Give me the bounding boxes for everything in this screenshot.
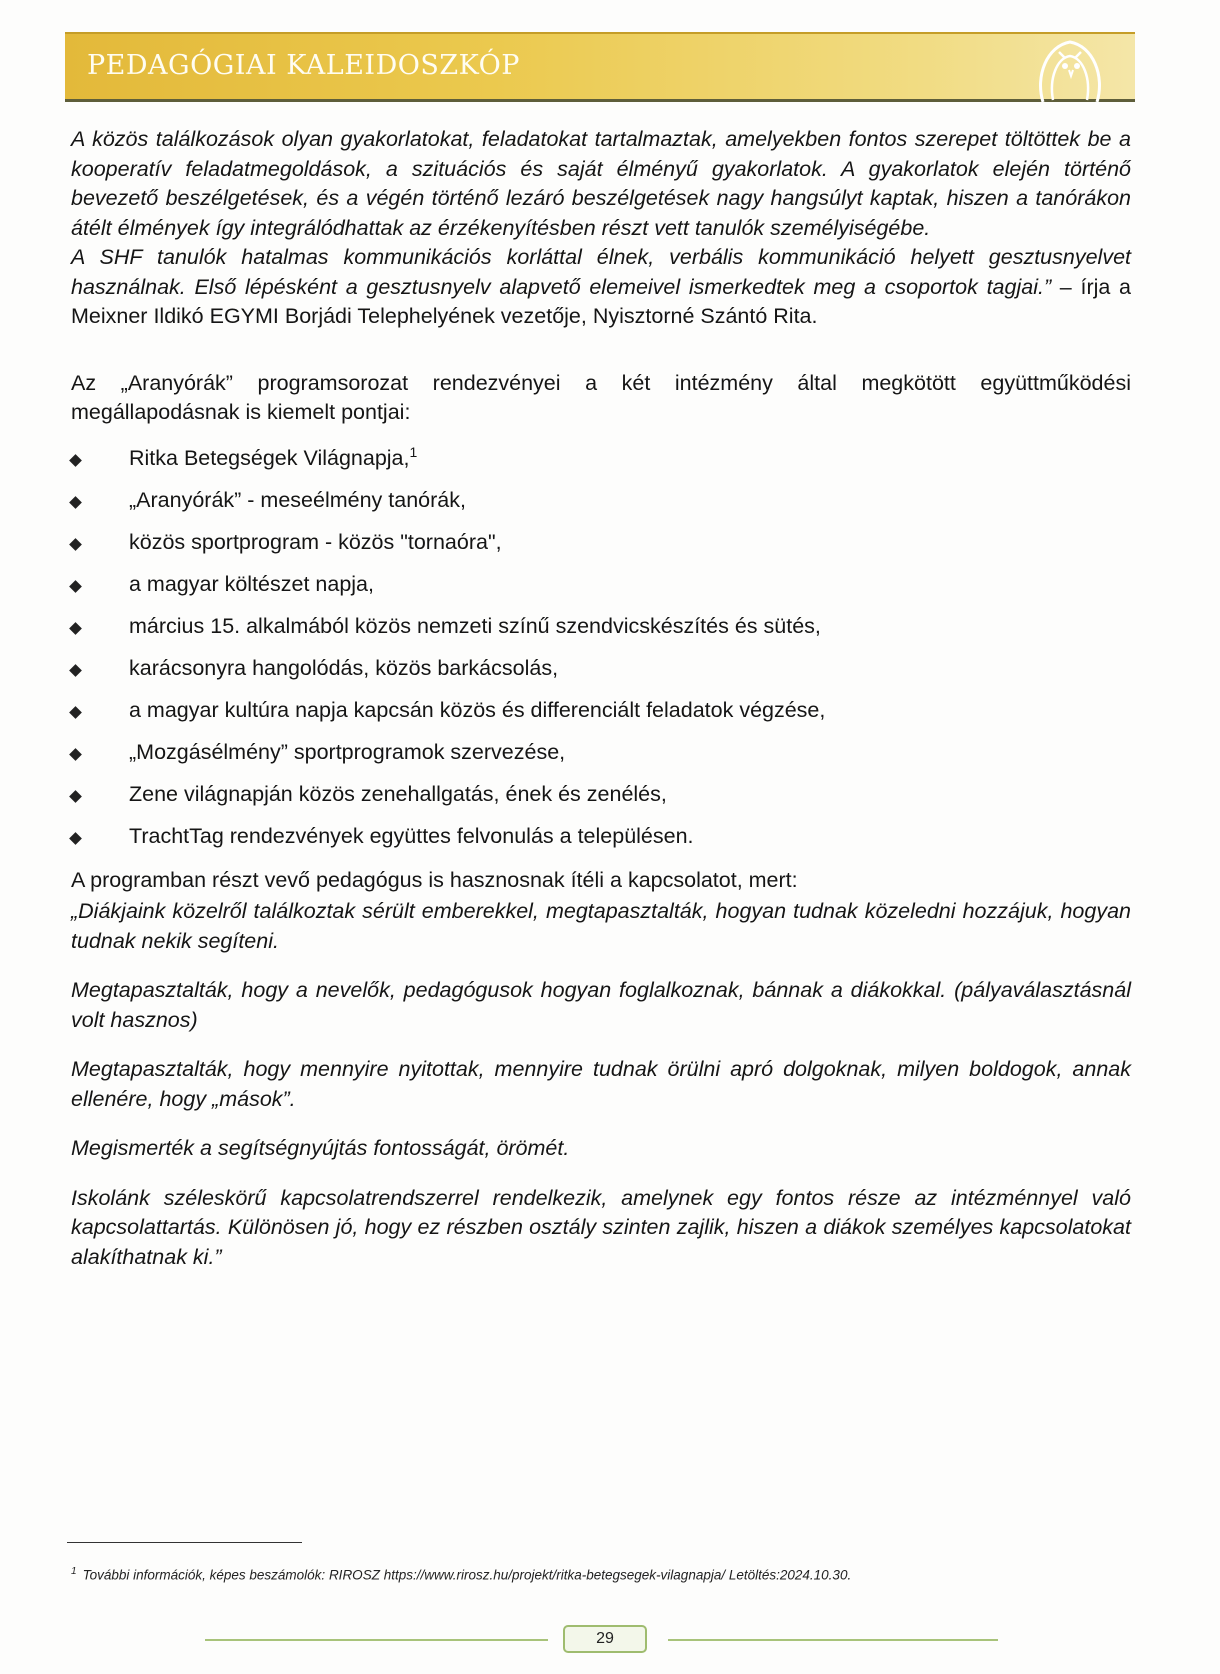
page-number: 29 xyxy=(563,1625,647,1653)
list-item: Zene világnapján közös zenehallgatás, ének és zenélés, xyxy=(71,780,1131,822)
page-footer xyxy=(0,1625,1220,1655)
footnote-number: 1 xyxy=(71,1566,77,1577)
footer-rule-right xyxy=(668,1639,998,1641)
quote-paragraph: Megtapasztalták, hogy a nevelők, pedagógusok hogyan foglalkoznak, bánnak a diákokkal. (pályaválasztásnál volt hasznos) xyxy=(71,978,1131,1032)
footnote-text: További információk, képes beszámolók: RIROSZ https://www.rirosz.hu/projekt/ritka-betegsegek-vilagnapja/ Letöltés:2024.10.30. xyxy=(82,1567,852,1583)
teacher-quote xyxy=(71,897,1131,1272)
list-item: a magyar kultúra napja kapcsán közös és differenciált feladatok végzése, xyxy=(71,696,1131,738)
attribution: – írja a Meixner Ildikó EGYMI Borjádi Telephelyének vezetője, Nyisztorné Szántó Rita. xyxy=(71,274,1131,328)
intro-paragraph-2 xyxy=(71,243,1131,332)
list-item: „Mozgásélmény” sportprogramok szervezése, xyxy=(71,738,1131,780)
intro-paragraph-1: A közös találkozások olyan gyakorlatokat, feladatokat tartalmaztak, amelyekben fontos szerepet töltöttek be a kooperatív feladatmegoldások, a szituációs és saját élményű gyakorlatok. A gyakorlatok elején történő bevezető beszélgetések, és a végén történő lezáró beszélgetések nagy hangsúlyt kaptak, hiszen a tanórákon átélt élmények így integrálódhattak az érzékenyítésben részt vett tanulók személyiségébe. xyxy=(71,127,1131,240)
bullet-icon xyxy=(69,496,82,509)
quote-paragraph: „Diákjaink közelről találkoztak sérült emberekkel, megtapasztalták, hogyan tudnak közeledni hozzájuk, hogyan tudnak nekik segíteni. xyxy=(71,899,1131,953)
program-intro: Az „Aranyórák” programsorozat rendezvényei a két intézmény által megkötött együttműködési megállapodásnak is kiemelt pontjai: xyxy=(71,370,1131,424)
list-item: közös sportprogram - közös "tornaóra", xyxy=(71,528,1131,570)
footnote-ref: 1 xyxy=(409,443,418,460)
footnote-divider xyxy=(67,1542,302,1543)
quote-paragraph: Iskolánk széleskörű kapcsolatrendszerrel rendelkezik, amelynek egy fontos része az intézménnyel való kapcsolattartás. Különösen jó, hogy ez részben osztály szinten zajlik, hiszen a diákok személyes kapcsolatokat alakíthatnak ki.” xyxy=(71,1185,1131,1269)
bullet-icon xyxy=(69,706,82,719)
quote-paragraph: Megismerték a segítségnyújtás fontosságát, örömét. xyxy=(71,1136,570,1160)
bullet-icon xyxy=(69,832,82,845)
journal-title: PEDAGÓGIAI KALEIDOSZKÓP xyxy=(87,50,520,81)
bullet-icon xyxy=(69,664,82,677)
header-band xyxy=(65,32,1135,102)
list-item: március 15. alkalmából közös nemzeti színű szendvicskészítés és sütés, xyxy=(71,612,1131,654)
list-item: Ritka Betegségek Világnapja,$^1$ xyxy=(71,444,1131,486)
quoted-statement: A SHF tanulók hatalmas kommunikációs korláttal élnek, verbális kommunikáció helyett gesztusnyelvet használnak. Első lépésként a gesztusnyelv alapvető elemeivel ismerkedtek meg a csoportok tagjai.” xyxy=(71,245,1131,299)
bullet-icon xyxy=(69,580,82,593)
bullet-icon xyxy=(69,790,82,803)
owl-logo-icon xyxy=(1025,36,1115,102)
list-item: karácsonyra hangolódás, közös barkácsolás, xyxy=(71,654,1131,696)
footnote xyxy=(71,1566,1131,1583)
article-body xyxy=(71,125,1131,1292)
quote-paragraph: Megtapasztalták, hogy mennyire nyitottak, mennyire tudnak örülni apró dolgoknak, milyen boldogok, annak ellenére, hogy „mások”. xyxy=(71,1057,1131,1111)
bullet-icon xyxy=(69,622,82,635)
list-item: TrachtTag rendezvények együttes felvonulás a településen. xyxy=(71,822,1131,864)
teacher-intro: A programban részt vevő pedagógus is hasznosnak ítéli a kapcsolatot, mert: xyxy=(71,867,798,892)
program-list xyxy=(71,444,1131,864)
bullet-icon xyxy=(69,454,82,467)
footer-rule-left xyxy=(205,1639,548,1641)
bullet-icon xyxy=(69,748,82,761)
bullet-icon xyxy=(69,538,82,551)
list-item: „Aranyórák” - meseélmény tanórák, xyxy=(71,486,1131,528)
list-item: a magyar költészet napja, xyxy=(71,570,1131,612)
